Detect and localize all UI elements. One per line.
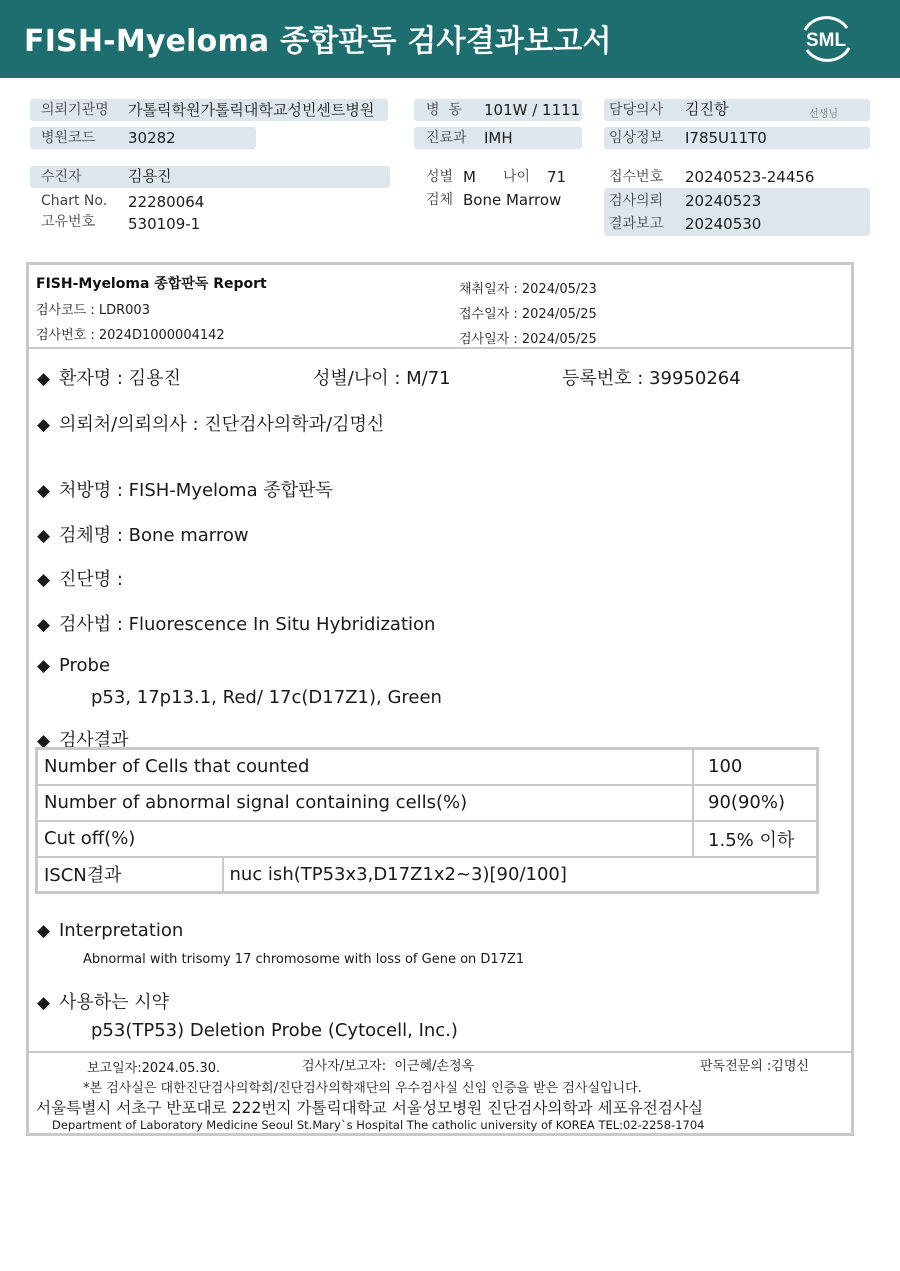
requester-line: ◆ 의뢰처/의뢰의사 : 진단검사의학과/김명신 — [37, 414, 385, 435]
bullet-diamond-icon: ◆ — [37, 415, 51, 435]
clinical-label: 임상정보 — [609, 130, 664, 146]
unique-value: 530109-1 — [128, 215, 201, 233]
sex-label: 성별 — [426, 169, 454, 185]
address-english: Department of Laboratory Medicine Seoul St.Mary`s Hospital The catholic university of KOREA TEL:02-2258-1704 — [52, 1118, 705, 1132]
report-title: FISH-Myeloma 종합판독 Report — [36, 276, 267, 292]
specimen-value: Bone Marrow — [463, 191, 562, 209]
probe-text: p53, 17p13.1, Red/ 17c(D17Z1), Green — [91, 687, 442, 708]
tested-date: 검사일자 : 2024/05/25 — [459, 332, 597, 347]
reg-no-line: 등록번호 : 39950264 — [562, 368, 741, 389]
test-number: 검사번호 : 2024D1000004142 — [36, 328, 225, 343]
report-header — [29, 265, 851, 349]
patient-name-line: ◆ 환자명 : 김용진 — [37, 368, 181, 389]
table-cell-label: Number of abnormal signal containing cells(%) — [37, 785, 694, 821]
iscn-value: nuc ish(TP53x3,D17Z1x2~3)[90/100] — [223, 857, 818, 893]
bullet-diamond-icon: ◆ — [37, 615, 51, 635]
specimen-label: 검체 — [426, 192, 454, 208]
sex-value: M — [463, 168, 476, 186]
patient-label: 수진자 — [41, 169, 82, 185]
table-cell-label: Cut off(%) — [37, 821, 694, 857]
doctor-suffix: 선생님 — [809, 109, 838, 120]
chart-value: 22280064 — [128, 193, 205, 211]
iscn-label: ISCN결과 — [37, 857, 223, 893]
age-label: 나이 — [503, 169, 531, 185]
sex-age-line: 성별/나이 : M/71 — [313, 368, 451, 389]
table-row — [37, 749, 818, 785]
certification-note: *본 검사실은 대한진단검사의학회/진단검사의학재단의 우수검사실 신임 인증을 받은 검사실입니다. — [83, 1081, 642, 1096]
diagnosis-line: ◆ 진단명 : — [37, 569, 123, 590]
receipt-label: 접수번호 — [609, 169, 664, 185]
bullet-diamond-icon: ◆ — [37, 369, 51, 389]
table-row — [37, 821, 818, 857]
probe-heading: ◆ Probe — [37, 655, 111, 676]
method-line: ◆ 검사법 : Fluorescence In Situ Hybridization — [37, 614, 436, 635]
interpretation-heading: ◆ Interpretation — [37, 920, 184, 941]
page-title: FISH-Myeloma 종합판독 검사결과보고서 — [24, 24, 612, 59]
patient-row — [30, 166, 390, 188]
patient-value: 김용진 — [128, 167, 172, 185]
received-date: 접수일자 : 2024/05/25 — [459, 307, 597, 322]
unique-label: 고유번호 — [41, 214, 96, 230]
header-band — [0, 0, 900, 78]
reagent-heading: ◆ 사용하는 시약 — [37, 992, 170, 1013]
reagent-text: p53(TP53) Deletion Probe (Cytocell, Inc.) — [91, 1020, 458, 1041]
dept-value: IMH — [484, 129, 513, 147]
institution-label: 의뢰기관명 — [41, 102, 109, 118]
prescription-line: ◆ 처방명 : FISH-Myeloma 종합판독 — [37, 480, 333, 501]
request-value: 20240523 — [685, 192, 762, 210]
result-value: 20240530 — [685, 215, 762, 233]
ward-label: 병 동 — [426, 102, 462, 118]
report-footer — [29, 1051, 851, 1133]
bullet-diamond-icon: ◆ — [37, 481, 51, 501]
table-cell-value: 90(90%) — [693, 785, 817, 821]
receipt-value: 20240523-24456 — [685, 168, 815, 186]
table-cell-value: 100 — [693, 749, 817, 785]
chart-label: Chart No. — [41, 193, 108, 209]
age-value: 71 — [547, 168, 567, 186]
bullet-diamond-icon: ◆ — [37, 570, 51, 590]
institution-value: 가톨릭학원가톨릭대학교성빈센트병원 — [128, 101, 375, 119]
bullet-diamond-icon: ◆ — [37, 731, 51, 751]
results-table — [35, 747, 819, 894]
interpretation-text: Abnormal with trisomy 17 chromosome with loss of Gene on D17Z1 — [83, 952, 525, 967]
dept-label: 진료과 — [426, 130, 467, 146]
test-code: 검사코드 : LDR003 — [36, 303, 150, 318]
logo-text: SML — [805, 30, 847, 51]
specimen-line: ◆ 검체명 : Bone marrow — [37, 525, 249, 546]
hospital-code-value: 30282 — [128, 129, 176, 147]
table-cell-label: Number of Cells that counted — [37, 749, 694, 785]
table-cell-value: 1.5% 이하 — [693, 821, 817, 857]
doctor-label: 담당의사 — [609, 102, 664, 118]
table-row — [37, 785, 818, 821]
result-label: 결과보고 — [609, 216, 664, 232]
result-heading: ◆ 검사결과 — [37, 730, 129, 751]
bullet-diamond-icon: ◆ — [37, 921, 51, 941]
doctor-value: 김진항 — [685, 100, 729, 118]
request-label: 검사의뢰 — [609, 193, 664, 209]
sml-logo — [797, 12, 855, 64]
address-korean: 서울특별시 서초구 반포대로 222번지 가톨릭대학교 서울성모병원 진단검사의학과 세포유전검사실 — [36, 1099, 704, 1117]
hospital-code-label: 병원코드 — [41, 130, 96, 146]
clinical-value: I785U11T0 — [685, 129, 767, 147]
ward-value: 101W / 1111 — [484, 101, 581, 119]
collected-date: 채취일자 : 2024/05/23 — [459, 282, 597, 297]
report-box — [26, 262, 854, 1136]
table-row — [37, 857, 818, 893]
report-date: 보고일자:2024.05.30. — [87, 1061, 221, 1076]
tester: 검사자/보고자: 이근혜/손정옥 — [302, 1059, 475, 1074]
bullet-diamond-icon: ◆ — [37, 993, 51, 1013]
bullet-diamond-icon: ◆ — [37, 656, 51, 676]
specialist: 판독전문의 :김명신 — [700, 1059, 809, 1074]
bullet-diamond-icon: ◆ — [37, 526, 51, 546]
